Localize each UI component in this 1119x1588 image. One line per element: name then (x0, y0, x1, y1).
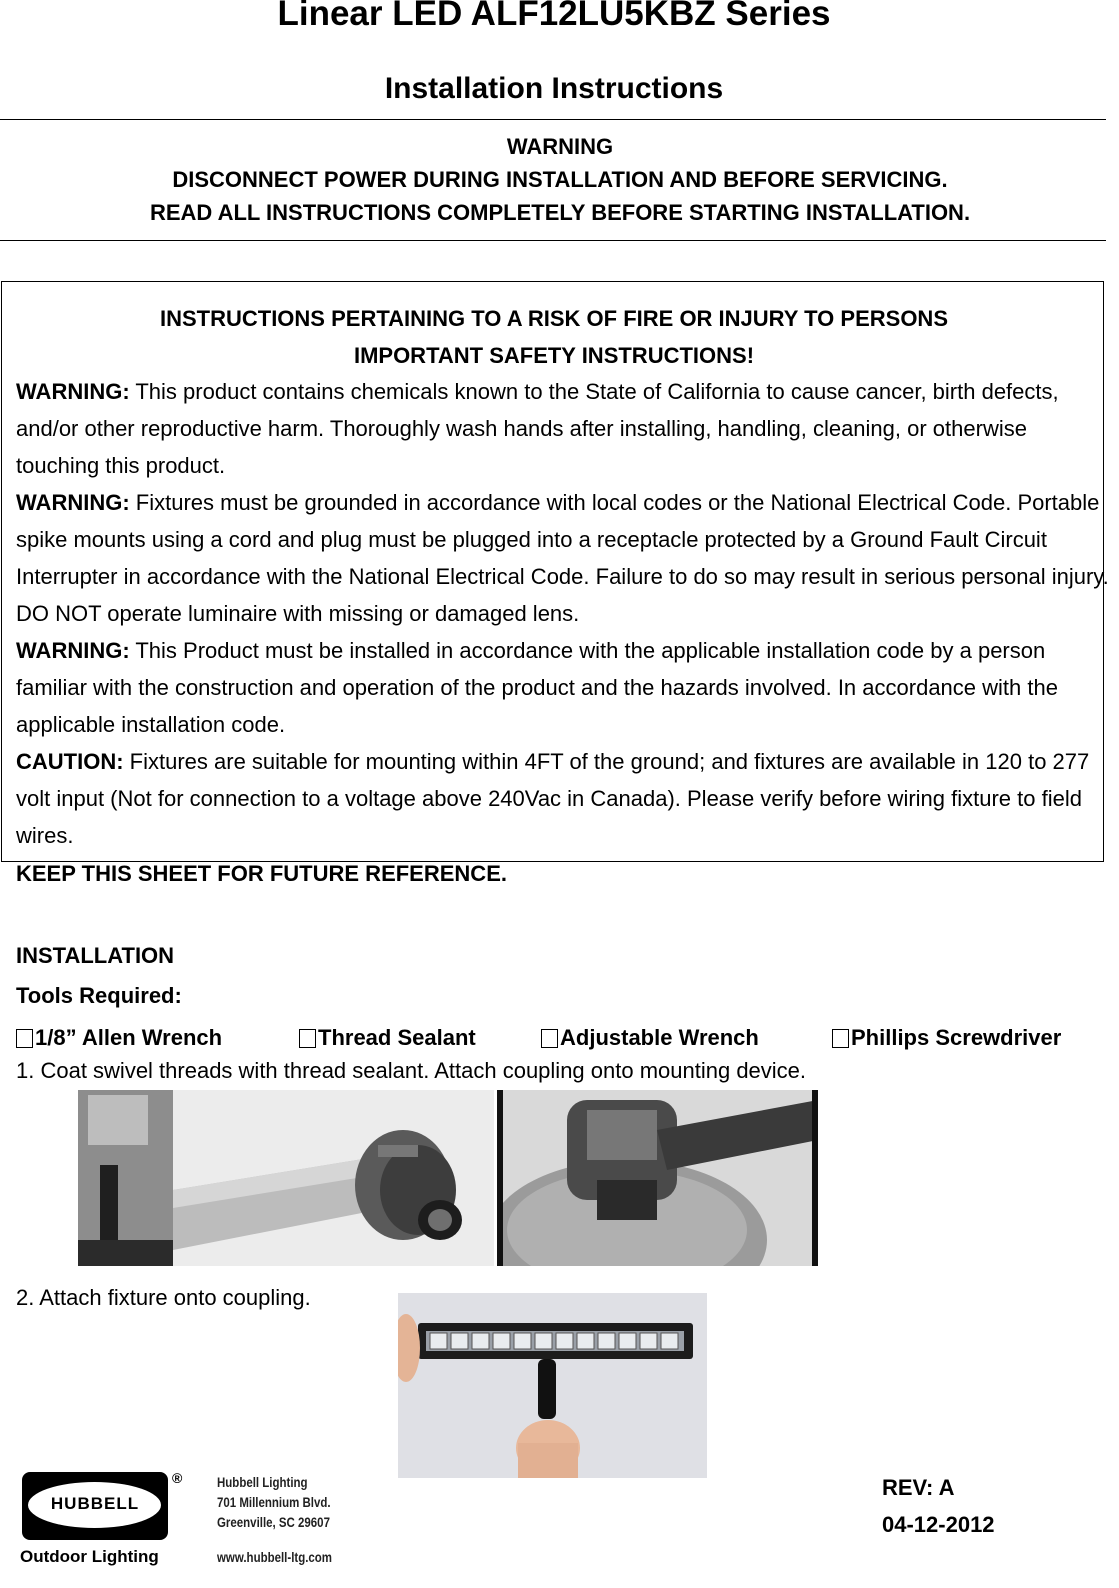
warning-line-2: READ ALL INSTRUCTIONS COMPLETELY BEFORE STARTING INSTALLATION. (149, 200, 971, 225)
safety-paragraph (16, 743, 1114, 854)
paragraph-label: WARNING: (16, 490, 130, 515)
registered-mark: ® (172, 1470, 183, 1486)
checkbox-icon (16, 1029, 33, 1048)
safety-paragraph (16, 484, 1114, 632)
tool-allen-wrench (16, 1025, 222, 1051)
wrench-illustration (497, 1090, 818, 1266)
coupling-illustration (78, 1090, 494, 1266)
paragraph-label: WARNING: (16, 638, 130, 663)
divider-top (0, 119, 1106, 120)
tool-thread-sealant (299, 1025, 476, 1051)
paragraph-text: Fixtures must be grounded in accordance with local codes or the National Electrical Code. Portable spike mounts using a cord and plug must be plugged into a receptacle protected by a Ground Fault Circuit Interrupter in accordance with the National Electrical Code. Failure to do so may result in serious personal injury. DO NOT operate luminaire with missing or damaged lens. (16, 490, 1109, 626)
safety-paragraph (16, 632, 1114, 743)
document-title: Linear LED ALF12LU5KBZ Series (277, 0, 831, 33)
safety-heading-1: INSTRUCTIONS PERTAINING TO A RISK OF FIRE OR INJURY TO PERSONS (159, 306, 948, 331)
step-1-photo-wrench (497, 1090, 818, 1266)
company-name: Hubbell Lighting (217, 1474, 308, 1490)
divider-bottom (0, 240, 1106, 241)
safety-paragraph (16, 373, 1114, 484)
paragraph-text: Fixtures are suitable for mounting within 4FT of the ground; and fixtures are available in 120 to 277 volt input (Not for connection to a voltage above 240Vac in Canada). Please verify before wiring fixture to field wires. (16, 749, 1090, 848)
paragraph-text: This Product must be installed in accordance with the applicable installation code by a person familiar with the construction and operation of the product and the hazards involved. In accordance with the applicable installation code. (16, 638, 1058, 737)
step-1-photo-coupling (78, 1090, 494, 1266)
paragraph-label: CAUTION: (16, 749, 124, 774)
paragraph-text: This product contains chemicals known to the State of California to cause cancer, birth defects, and/or other reproductive harm. Thoroughly wash hands after installing, handling, cleaning, or otherwise touching this product. (16, 379, 1059, 478)
safety-headings (0, 300, 1108, 374)
revision-date: 04-12-2012 (882, 1512, 995, 1537)
installation-heading: INSTALLATION (16, 943, 175, 968)
revision-label: REV: A (882, 1475, 955, 1500)
tools-heading: Tools Required: (16, 983, 182, 1008)
tool-label: Phillips Screwdriver (851, 1025, 1062, 1050)
warning-heading: WARNING (506, 134, 614, 159)
company-city: Greenville, SC 29607 (217, 1514, 330, 1530)
safety-heading-2: IMPORTANT SAFETY INSTRUCTIONS! (353, 343, 755, 368)
tool-label: Thread Sealant (318, 1025, 476, 1050)
step-1-text: 1. Coat swivel threads with thread sealant. Attach coupling onto mounting device. (16, 1058, 807, 1083)
checkbox-icon (832, 1029, 849, 1048)
warning-block (0, 130, 1119, 229)
hubbell-logo (22, 1472, 168, 1540)
safety-body (16, 373, 1114, 854)
keep-note: KEEP THIS SHEET FOR FUTURE REFERENCE. (16, 861, 507, 886)
company-street: 701 Millennium Blvd. (217, 1494, 331, 1510)
tool-label: Adjustable Wrench (560, 1025, 759, 1050)
paragraph-label: WARNING: (16, 379, 130, 404)
company-website: www.hubbell-ltg.com (217, 1549, 333, 1565)
logo-brand-text: HUBBELL (50, 1494, 140, 1513)
tool-adjustable-wrench (541, 1025, 759, 1051)
warning-line-1: DISCONNECT POWER DURING INSTALLATION AND BEFORE SERVICING. (172, 167, 948, 192)
company-address (217, 1472, 331, 1532)
step-2-photo-fixture (398, 1293, 707, 1478)
tool-label: 1/8” Allen Wrench (35, 1025, 223, 1050)
fixture-illustration (398, 1293, 707, 1478)
tool-phillips-screwdriver (832, 1025, 1061, 1051)
checkbox-icon (541, 1029, 558, 1048)
document-subtitle: Installation Instructions (384, 72, 724, 105)
checkbox-icon (299, 1029, 316, 1048)
step-2-text: 2. Attach fixture onto coupling. (16, 1285, 311, 1310)
logo-subtitle: Outdoor Lighting (20, 1547, 159, 1566)
